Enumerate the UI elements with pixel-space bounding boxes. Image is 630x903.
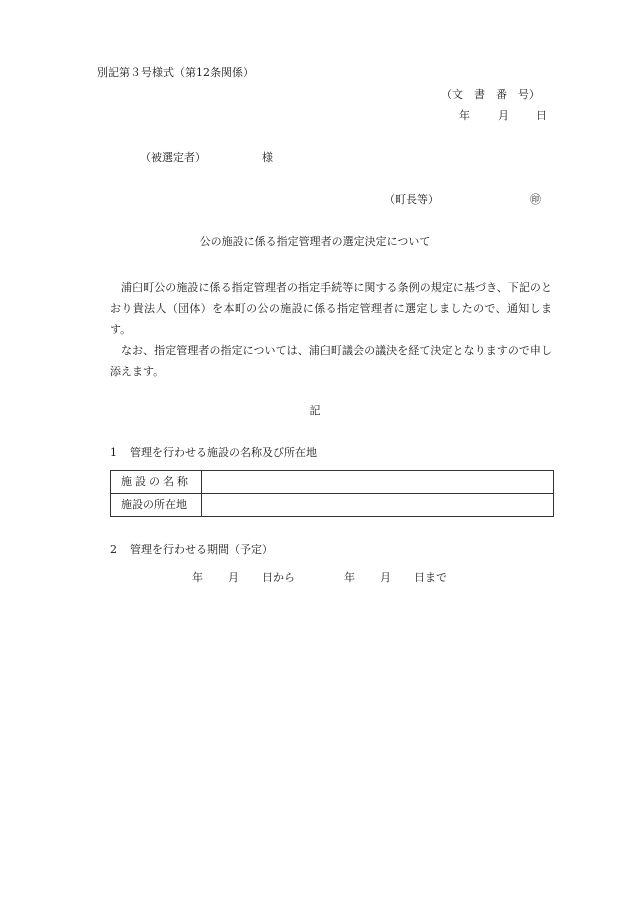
facility-name-value [202, 471, 554, 494]
section-1-heading [110, 446, 317, 460]
facility-table [110, 470, 554, 517]
period-end-day: 日まで [414, 571, 447, 584]
issue-date [459, 109, 547, 123]
facility-location-value [202, 494, 554, 517]
body-text [110, 277, 552, 382]
recipient-honorific: 様 [262, 151, 273, 164]
seal-mark: ㊞ [530, 193, 541, 206]
table-row [111, 494, 554, 517]
facility-name-label: 施設の名称 [111, 471, 202, 494]
section-2-number: 2 [110, 543, 117, 556]
period-start-year: 年 [192, 571, 203, 584]
recipient-name: （被選定者） [140, 151, 206, 164]
body-paragraph-2: なお、指定管理者の指定については、浦臼町議会の議決を経て決定となりますので申し添えます。 [110, 344, 552, 378]
date-month: 月 [498, 109, 509, 122]
period-end-year: 年 [344, 571, 355, 584]
document-title: 公の施設に係る指定管理者の選定決定について [199, 235, 431, 248]
facility-location-label: 施設の所在地 [111, 494, 202, 517]
date-day: 日 [536, 109, 547, 122]
period-start-month: 月 [228, 571, 239, 584]
period-start-day: 日から [262, 571, 295, 584]
document-number: （文 書 番 号） [441, 88, 540, 101]
table-row [111, 471, 554, 494]
sender-name: （町長等） [384, 193, 439, 206]
section-2-heading [110, 543, 273, 557]
body-paragraph-1: 浦臼町公の施設に係る指定管理者の指定手続等に関する条例の規定に基づき、下記のとおり貴法人（団体）を本町の公の施設に係る指定管理者に選定しましたので、通知します。 [110, 281, 552, 336]
section-2-title: 管理を行わせる期間（予定） [130, 543, 273, 556]
date-year: 年 [459, 109, 470, 122]
management-period [192, 571, 447, 585]
form-label: 別記第３号様式（第12条関係） [97, 66, 254, 79]
section-1-title: 管理を行わせる施設の名称及び所在地 [130, 446, 317, 459]
ki-heading: 記 [309, 404, 321, 417]
section-1-number: 1 [110, 446, 117, 459]
period-end-month: 月 [380, 571, 391, 584]
